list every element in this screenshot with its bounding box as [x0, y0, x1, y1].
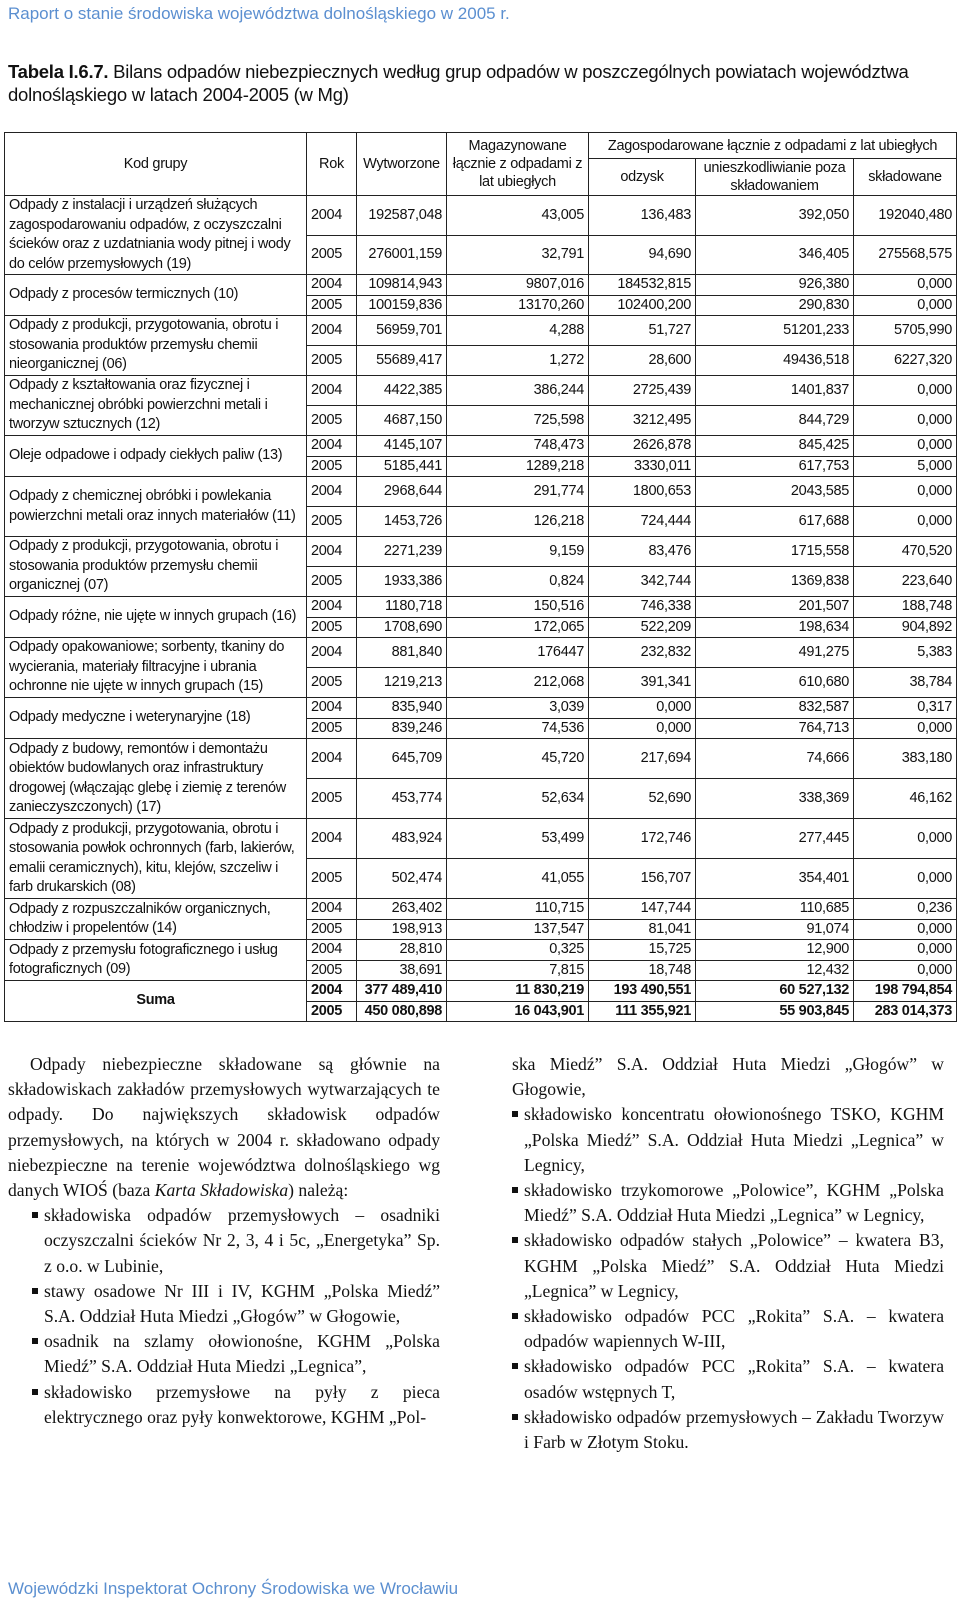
value-cell: 12,432 — [696, 960, 854, 981]
value-cell: 147,744 — [589, 899, 696, 920]
value-cell: 109814,943 — [357, 275, 447, 296]
table-row — [5, 316, 957, 346]
year-cell: 2004 — [307, 638, 357, 668]
value-cell: 0,000 — [854, 960, 957, 981]
value-cell: 4687,150 — [357, 406, 447, 436]
table-body — [5, 196, 957, 1022]
year-cell: 2004 — [307, 899, 357, 920]
value-cell: 56959,701 — [357, 316, 447, 346]
square-bullet-icon — [32, 1338, 38, 1344]
list-item-text: stawy osadowe Nr III i IV, KGHM „Polska Miedź” S.A. Oddział Huta Miedzi „Głogów” w Głogowie, — [44, 1280, 440, 1327]
value-cell: 176447 — [447, 638, 589, 668]
year-cell: 2004 — [307, 698, 357, 719]
body-paragraph — [8, 1052, 440, 1203]
table-caption — [8, 60, 953, 106]
value-cell: 5,383 — [854, 638, 957, 668]
value-cell: 5705,990 — [854, 316, 957, 346]
value-cell: 223,640 — [854, 567, 957, 597]
value-cell: 904,892 — [854, 617, 957, 638]
table-row — [5, 698, 957, 719]
list-item — [32, 1329, 440, 1379]
value-cell: 232,832 — [589, 638, 696, 668]
value-cell: 1715,558 — [696, 537, 854, 567]
square-bullet-icon — [512, 1363, 518, 1369]
waste-group-name: Odpady z produkcji, przygotowania, obrotu i stosowania powłok ochronnych (farb, lakierów, emalii ceramicznych), kitu, klejów, szczeliw i farb drukarskich (08) — [5, 819, 307, 899]
value-cell: 198,913 — [357, 919, 447, 940]
value-cell: 81,041 — [589, 919, 696, 940]
value-cell: 2725,439 — [589, 376, 696, 406]
waste-balance-table — [4, 132, 957, 1022]
value-cell: 0,000 — [854, 275, 957, 296]
table-row — [5, 275, 957, 296]
year-cell: 2004 — [307, 537, 357, 567]
value-cell: 346,405 — [696, 235, 854, 275]
sum-value-cell: 111 355,921 — [589, 1001, 696, 1022]
year-cell: 2004 — [307, 940, 357, 961]
year-cell: 2004 — [307, 316, 357, 346]
value-cell: 0,325 — [447, 940, 589, 961]
body-paragraph-text: Odpady niebezpieczne składowane są głównie na składowiskach zakładów przemysłowych wytwarzających te odpady. Do największych składowisk odpadów przemysłowych, na których w 2004 r. składowano odpady niebezpieczne na terenie województwa dolnośląskiego wg danych WIOŚ (baza — [8, 1054, 440, 1201]
value-cell: 338,369 — [696, 779, 854, 819]
body-paragraph-text-end: ) należą: — [288, 1180, 349, 1201]
sum-label: Suma — [5, 981, 307, 1022]
value-cell: 290,830 — [696, 295, 854, 316]
value-cell: 102400,200 — [589, 295, 696, 316]
value-cell: 2626,878 — [589, 436, 696, 457]
table-caption-label: Tabela I.6.7. — [8, 61, 109, 82]
value-cell: 201,507 — [696, 597, 854, 618]
list-continuation: ska Miedź” S.A. Oddział Huta Miedzi „Głogów” w Głogowie, — [512, 1054, 944, 1100]
year-cell: 2004 — [307, 436, 357, 457]
value-cell: 502,474 — [357, 859, 447, 899]
table-row — [5, 196, 957, 236]
value-cell: 126,218 — [447, 507, 589, 537]
value-cell: 41,055 — [447, 859, 589, 899]
list-item — [512, 1102, 944, 1178]
value-cell: 136,483 — [589, 196, 696, 236]
list-item — [512, 1178, 944, 1228]
value-cell: 1289,218 — [447, 456, 589, 477]
value-cell: 0,000 — [854, 406, 957, 436]
year-cell: 2004 — [307, 739, 357, 779]
year-cell: 2005 — [307, 859, 357, 899]
table-header — [5, 133, 957, 196]
waste-group-name: Odpady z instalacji i urządzeń służących zagospodarowaniu odpadów, z oczyszczalni ścieków oraz z uzdatniania wody pitnej i wody do celów przemysłowych (19) — [5, 196, 307, 275]
table-row — [5, 899, 957, 920]
value-cell: 764,713 — [696, 718, 854, 739]
header-kod-grupy: Kod grupy — [5, 133, 307, 196]
value-cell: 4422,385 — [357, 376, 447, 406]
year-cell: 2005 — [307, 779, 357, 819]
value-cell: 110,715 — [447, 899, 589, 920]
square-bullet-icon — [512, 1187, 518, 1193]
year-cell: 2005 — [307, 617, 357, 638]
table-row — [5, 436, 957, 457]
value-cell: 7,815 — [447, 960, 589, 981]
value-cell: 3212,495 — [589, 406, 696, 436]
value-cell: 617,753 — [696, 456, 854, 477]
value-cell: 4,288 — [447, 316, 589, 346]
value-cell: 32,791 — [447, 235, 589, 275]
waste-group-name: Odpady z produkcji, przygotowania, obrotu i stosowania produktów przemysłu chemii nieorganicznej (06) — [5, 316, 307, 376]
value-cell: 45,720 — [447, 739, 589, 779]
value-cell: 51201,233 — [696, 316, 854, 346]
value-cell: 0,000 — [854, 819, 957, 859]
body-column-left — [8, 1052, 440, 1430]
year-cell: 2005 — [307, 960, 357, 981]
value-cell: 522,209 — [589, 617, 696, 638]
value-cell: 150,516 — [447, 597, 589, 618]
value-cell: 0,000 — [854, 295, 957, 316]
value-cell: 1401,837 — [696, 376, 854, 406]
sum-value-cell: 60 527,132 — [696, 981, 854, 1002]
square-bullet-icon — [512, 1313, 518, 1319]
value-cell: 51,727 — [589, 316, 696, 346]
value-cell: 0,000 — [854, 436, 957, 457]
sum-value-cell: 283 014,373 — [854, 1001, 957, 1022]
value-cell: 9,159 — [447, 537, 589, 567]
value-cell: 1,272 — [447, 346, 589, 376]
year-cell: 2004 — [307, 981, 357, 1002]
value-cell: 172,746 — [589, 819, 696, 859]
value-cell: 1453,726 — [357, 507, 447, 537]
value-cell: 746,338 — [589, 597, 696, 618]
value-cell: 1180,718 — [357, 597, 447, 618]
body-column-right — [512, 1052, 944, 1455]
list-item — [512, 1354, 944, 1404]
sum-value-cell: 193 490,551 — [589, 981, 696, 1002]
value-cell: 0,000 — [589, 698, 696, 719]
value-cell: 5185,441 — [357, 456, 447, 477]
landfill-list-right — [512, 1102, 944, 1455]
waste-group-name: Oleje odpadowe i odpady ciekłych paliw (13) — [5, 436, 307, 477]
year-cell: 2004 — [307, 597, 357, 618]
value-cell: 0,000 — [854, 376, 957, 406]
list-item-text: osadnik na szlamy ołowionośne, KGHM „Polska Miedź” S.A. Oddział Huta Miedzi „Legnica”, — [44, 1331, 440, 1377]
value-cell: 1369,838 — [696, 567, 854, 597]
waste-group-name: Odpady z chemicznej obróbki i powlekania powierzchni metali oraz innych materiałów (11) — [5, 477, 307, 537]
sum-value-cell: 16 043,901 — [447, 1001, 589, 1022]
value-cell: 748,473 — [447, 436, 589, 457]
table-row — [5, 376, 957, 406]
value-cell: 3,039 — [447, 698, 589, 719]
value-cell: 276001,159 — [357, 235, 447, 275]
value-cell: 91,074 — [696, 919, 854, 940]
value-cell: 383,180 — [854, 739, 957, 779]
value-cell: 6227,320 — [854, 346, 957, 376]
value-cell: 74,536 — [447, 718, 589, 739]
value-cell: 192587,048 — [357, 196, 447, 236]
list-item-text: składowisko przemysłowe na pyły z pieca elektrycznego oraz pyły konwektorowe, KGHM „Pol- — [44, 1381, 440, 1427]
landfill-list-left — [8, 1203, 440, 1430]
value-cell: 156,707 — [589, 859, 696, 899]
list-item-text: składowisko trzykomorowe „Polowice”, KGHM „Polska Miedź” S.A. Oddział Huta Miedzi „Legnica” w Legnicy, — [524, 1180, 944, 1226]
table-row — [5, 597, 957, 618]
value-cell: 0,000 — [854, 919, 957, 940]
header-wytworzone: Wytworzone — [357, 133, 447, 196]
value-cell: 0,000 — [854, 940, 957, 961]
table-row — [5, 739, 957, 779]
sum-value-cell: 450 080,898 — [357, 1001, 447, 1022]
waste-group-name: Odpady z budowy, remontów i demontażu obiektów budowlanych oraz infrastruktury drogowej (włączając glebę i ziemię z terenów zanieczyszczonych) (17) — [5, 739, 307, 819]
value-cell: 188,748 — [854, 597, 957, 618]
value-cell: 275568,575 — [854, 235, 957, 275]
value-cell: 198,634 — [696, 617, 854, 638]
value-cell: 724,444 — [589, 507, 696, 537]
square-bullet-icon — [32, 1288, 38, 1294]
list-item — [512, 1405, 944, 1455]
table-row — [5, 638, 957, 668]
value-cell: 5,000 — [854, 456, 957, 477]
value-cell: 0,317 — [854, 698, 957, 719]
value-cell: 217,694 — [589, 739, 696, 779]
value-cell: 137,547 — [447, 919, 589, 940]
waste-group-name: Odpady z przemysłu fotograficznego i usług fotograficznych (09) — [5, 940, 307, 981]
value-cell: 184532,815 — [589, 275, 696, 296]
waste-group-name: Odpady z kształtowania oraz fizycznej i mechanicznej obróbki powierzchni metali i tworzyw sztucznych (12) — [5, 376, 307, 436]
value-cell: 0,000 — [589, 718, 696, 739]
square-bullet-icon — [512, 1414, 518, 1420]
value-cell: 83,476 — [589, 537, 696, 567]
year-cell: 2004 — [307, 376, 357, 406]
value-cell: 491,275 — [696, 638, 854, 668]
year-cell: 2004 — [307, 819, 357, 859]
value-cell: 49436,518 — [696, 346, 854, 376]
year-cell: 2005 — [307, 567, 357, 597]
list-item-text: składowisko koncentratu ołowionośnego TSKO, KGHM „Polska Miedź” S.A. Oddział Huta Miedzi „Legnica” w Legnicy, — [524, 1104, 944, 1175]
value-cell: 1933,386 — [357, 567, 447, 597]
sum-value-cell: 377 489,410 — [357, 981, 447, 1002]
value-cell: 342,744 — [589, 567, 696, 597]
value-cell: 43,005 — [447, 196, 589, 236]
value-cell: 13170,260 — [447, 295, 589, 316]
value-cell: 192040,480 — [854, 196, 957, 236]
year-cell: 2005 — [307, 718, 357, 739]
value-cell: 2043,585 — [696, 477, 854, 507]
value-cell: 1708,690 — [357, 617, 447, 638]
waste-group-name: Odpady z procesów termicznych (10) — [5, 275, 307, 316]
year-cell: 2004 — [307, 477, 357, 507]
year-cell: 2004 — [307, 196, 357, 236]
table-row — [5, 537, 957, 567]
sum-value-cell: 198 794,854 — [854, 981, 957, 1002]
table-row — [5, 477, 957, 507]
header-odzysk: odzysk — [589, 159, 696, 196]
value-cell: 110,685 — [696, 899, 854, 920]
value-cell: 38,784 — [854, 668, 957, 698]
page-header: Raport o stanie środowiska województwa dolnośląskiego w 2005 r. — [8, 4, 510, 23]
value-cell: 172,065 — [447, 617, 589, 638]
value-cell: 277,445 — [696, 819, 854, 859]
value-cell: 0,000 — [854, 507, 957, 537]
waste-group-name: Odpady z produkcji, przygotowania, obrotu i stosowania produktów przemysłu chemii organicznej (07) — [5, 537, 307, 597]
list-item — [32, 1203, 440, 1279]
square-bullet-icon — [32, 1212, 38, 1218]
value-cell: 832,587 — [696, 698, 854, 719]
value-cell: 53,499 — [447, 819, 589, 859]
value-cell: 645,709 — [357, 739, 447, 779]
header-skladowane: składowane — [854, 159, 957, 196]
value-cell: 926,380 — [696, 275, 854, 296]
value-cell: 15,725 — [589, 940, 696, 961]
value-cell: 100159,836 — [357, 295, 447, 316]
value-cell: 0,824 — [447, 567, 589, 597]
value-cell: 391,341 — [589, 668, 696, 698]
waste-group-name: Odpady opakowaniowe; sorbenty, tkaniny do wycierania, materiały filtracyjne i ubrania ochronne nie ujęte w innych grupach (15) — [5, 638, 307, 698]
value-cell: 1800,653 — [589, 477, 696, 507]
value-cell: 38,691 — [357, 960, 447, 981]
value-cell: 0,000 — [854, 718, 957, 739]
value-cell: 18,748 — [589, 960, 696, 981]
value-cell: 617,688 — [696, 507, 854, 537]
page-footer: Wojewódzki Inspektorat Ochrony Środowiska we Wrocławiu — [8, 1579, 459, 1598]
body-paragraph-emphasis: Karta Składowiska — [154, 1180, 289, 1201]
value-cell: 52,690 — [589, 779, 696, 819]
list-item — [32, 1380, 440, 1430]
header-magazynowane: Magazynowane łącznie z odpadami z lat ubiegłych — [447, 133, 589, 196]
year-cell: 2004 — [307, 275, 357, 296]
value-cell: 52,634 — [447, 779, 589, 819]
year-cell: 2005 — [307, 406, 357, 436]
value-cell: 3330,011 — [589, 456, 696, 477]
year-cell: 2005 — [307, 456, 357, 477]
value-cell: 470,520 — [854, 537, 957, 567]
waste-group-name: Odpady medyczne i weterynaryjne (18) — [5, 698, 307, 739]
value-cell: 839,246 — [357, 718, 447, 739]
list-item — [512, 1304, 944, 1354]
list-item-text: składowisko odpadów przemysłowych – Zakładu Tworzyw i Farb w Złotym Stoku. — [524, 1406, 944, 1453]
value-cell: 610,680 — [696, 668, 854, 698]
square-bullet-icon — [512, 1237, 518, 1243]
value-cell: 881,840 — [357, 638, 447, 668]
square-bullet-icon — [512, 1111, 518, 1117]
year-cell: 2005 — [307, 1001, 357, 1022]
value-cell: 483,924 — [357, 819, 447, 859]
value-cell: 453,774 — [357, 779, 447, 819]
list-item-text: składowisko odpadów PCC „Rokita” S.A. – kwatera odpadów wapiennych W-III, — [524, 1306, 944, 1352]
value-cell: 46,162 — [854, 779, 957, 819]
value-cell: 1219,213 — [357, 668, 447, 698]
value-cell: 0,236 — [854, 899, 957, 920]
value-cell: 2968,644 — [357, 477, 447, 507]
year-cell: 2005 — [307, 346, 357, 376]
value-cell: 212,068 — [447, 668, 589, 698]
value-cell: 835,940 — [357, 698, 447, 719]
value-cell: 4145,107 — [357, 436, 447, 457]
year-cell: 2005 — [307, 668, 357, 698]
value-cell: 55689,417 — [357, 346, 447, 376]
value-cell: 74,666 — [696, 739, 854, 779]
value-cell: 263,402 — [357, 899, 447, 920]
table-row — [5, 819, 957, 859]
value-cell: 0,000 — [854, 859, 957, 899]
value-cell: 0,000 — [854, 477, 957, 507]
waste-table-container — [4, 132, 956, 1022]
value-cell: 28,600 — [589, 346, 696, 376]
value-cell: 392,050 — [696, 196, 854, 236]
value-cell: 2271,239 — [357, 537, 447, 567]
value-cell: 28,810 — [357, 940, 447, 961]
list-item — [512, 1228, 944, 1304]
year-cell: 2005 — [307, 507, 357, 537]
header-rok: Rok — [307, 133, 357, 196]
sum-value-cell: 55 903,845 — [696, 1001, 854, 1022]
value-cell: 845,425 — [696, 436, 854, 457]
value-cell: 354,401 — [696, 859, 854, 899]
value-cell: 386,244 — [447, 376, 589, 406]
sum-row — [5, 981, 957, 1002]
list-item — [32, 1279, 440, 1329]
waste-group-name: Odpady z rozpuszczalników organicznych, chłodziw i propelentów (14) — [5, 899, 307, 940]
year-cell: 2005 — [307, 235, 357, 275]
value-cell: 9807,016 — [447, 275, 589, 296]
sum-value-cell: 11 830,219 — [447, 981, 589, 1002]
table-caption-text: Bilans odpadów niebezpiecznych według grup odpadów w poszczególnych powiatach województwa dolnośląskiego w latach 2004-2005 (w Mg) — [8, 61, 909, 105]
value-cell: 94,690 — [589, 235, 696, 275]
year-cell: 2005 — [307, 295, 357, 316]
list-item-text: składowisko odpadów stałych „Polowice” – kwatera B3, KGHM „Polska Miedź” S.A. Oddział Huta Miedzi „Legnica” w Legnicy, — [524, 1230, 944, 1301]
waste-group-name: Odpady różne, nie ujęte w innych grupach (16) — [5, 597, 307, 638]
value-cell: 725,598 — [447, 406, 589, 436]
header-zagospodarowane: Zagospodarowane łącznie z odpadami z lat ubiegłych — [589, 133, 957, 159]
value-cell: 291,774 — [447, 477, 589, 507]
year-cell: 2005 — [307, 919, 357, 940]
square-bullet-icon — [32, 1389, 38, 1395]
header-unieszkodliwianie: unieszkodliwianie poza składowaniem — [696, 159, 854, 196]
table-row — [5, 940, 957, 961]
value-cell: 844,729 — [696, 406, 854, 436]
list-item-text: składowisko odpadów PCC „Rokita” S.A. – kwatera osadów wstępnych T, — [524, 1356, 944, 1402]
value-cell: 12,900 — [696, 940, 854, 961]
list-item-text: składowiska odpadów przemysłowych – osadniki oczyszczalni ścieków Nr 2, 3, 4 i 5c, „Energetyka” Sp. z o.o. w Lubinie, — [44, 1205, 440, 1276]
